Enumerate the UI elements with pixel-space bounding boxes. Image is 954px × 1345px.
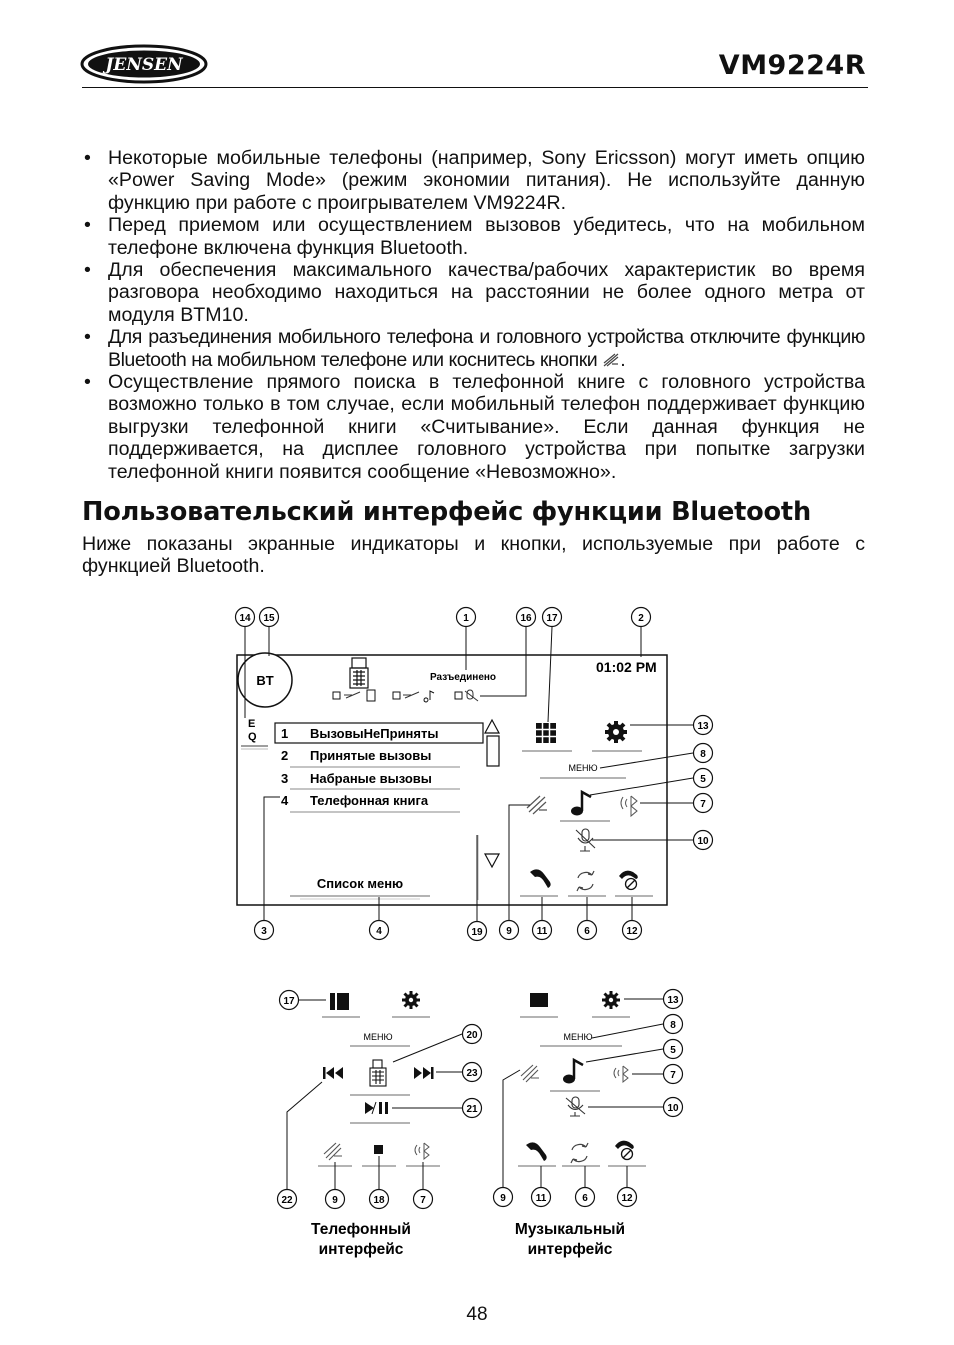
stop-icon[interactable] bbox=[374, 1145, 383, 1154]
callout-12: 12 bbox=[626, 926, 638, 937]
callout-23: 23 bbox=[466, 1068, 478, 1079]
callout-8: 8 bbox=[700, 749, 706, 760]
callout-4: 4 bbox=[376, 926, 382, 937]
list-number: 1 bbox=[281, 726, 289, 741]
callout-15: 15 bbox=[263, 613, 275, 624]
settings-gear-icon[interactable] bbox=[402, 991, 420, 1009]
music-panel-title-1: Музыкальный bbox=[514, 1221, 626, 1238]
phone-panel-title-1: Телефонный bbox=[311, 1221, 411, 1238]
callout-10: 10 bbox=[697, 836, 709, 847]
callout-11: 11 bbox=[536, 926, 548, 937]
note-text: Для обеспечения максимального качества/рабочих характеристик во время разговора необходимо находиться на расстоянии не более одного метра от модуля BTM10. bbox=[108, 259, 865, 326]
list-item-received[interactable]: Принятые вызовы bbox=[310, 748, 432, 763]
disconnect-icon[interactable] bbox=[521, 1065, 539, 1082]
callout-6: 6 bbox=[582, 1193, 588, 1204]
model-title: VM9224R bbox=[718, 50, 866, 81]
note-text: Для разъединения мобильного телефона и головного устройства отключите функцию Bluetooth на мобильном телефоне или коснитесь кнопки bbox=[108, 326, 865, 371]
note-text: Осуществление прямого поиска в телефонной книге с головного устройства возможно только в том случае, если мобильный телефон поддерживает функцию выгрузки телефонной книги «Считывание». Если данная функция не поддерживается, на дисплее головного устройства при попытке загрузки телефонной книги появится сообщение «Невозможно». bbox=[108, 371, 865, 483]
list-item-dialed[interactable]: Набраные вызовы bbox=[310, 771, 432, 786]
callout-18: 18 bbox=[373, 1195, 385, 1206]
next-track-icon[interactable] bbox=[414, 1067, 434, 1079]
callout-9: 9 bbox=[500, 1193, 506, 1204]
callout-17: 17 bbox=[283, 996, 295, 1007]
callout-16: 16 bbox=[520, 613, 532, 624]
phone-icon[interactable] bbox=[370, 1060, 386, 1086]
settings-gear-icon[interactable] bbox=[602, 991, 620, 1009]
callout-2: 2 bbox=[638, 613, 644, 624]
list-number: 2 bbox=[281, 748, 289, 763]
end-call-icon[interactable] bbox=[615, 1141, 634, 1160]
clock: 01:02 PM bbox=[596, 659, 657, 675]
scroll-thumb[interactable] bbox=[487, 736, 499, 766]
keypad-toggle-icon[interactable] bbox=[330, 993, 349, 1010]
menu-caption: МЕНЮ bbox=[363, 1032, 393, 1042]
keypad-icon[interactable] bbox=[536, 723, 556, 743]
callout-9: 9 bbox=[506, 926, 512, 937]
music-note-icon[interactable] bbox=[571, 792, 591, 816]
section-intro: Ниже показаны экранные индикаторы и кнопки, используемые при работе с функцией Bluetooth. bbox=[82, 533, 865, 578]
callout-17: 17 bbox=[546, 613, 558, 624]
bluetooth-audio-icon[interactable] bbox=[614, 1066, 628, 1082]
callout-19: 19 bbox=[471, 927, 483, 938]
list-item-missed[interactable]: ВызовыНеПриняты bbox=[310, 726, 439, 741]
end-call-icon[interactable] bbox=[619, 871, 638, 890]
phone-interface-panel bbox=[278, 991, 482, 1259]
scroll-up-icon[interactable] bbox=[485, 720, 499, 733]
microphone-mute-icon[interactable] bbox=[566, 1097, 585, 1116]
callout-13: 13 bbox=[697, 721, 709, 732]
callout-22: 22 bbox=[281, 1195, 293, 1206]
callout-6: 6 bbox=[584, 926, 590, 937]
previous-track-icon[interactable] bbox=[323, 1067, 343, 1079]
play-pause-icon[interactable] bbox=[365, 1102, 388, 1114]
eq-e: E bbox=[248, 718, 256, 730]
list-number: 4 bbox=[281, 793, 289, 808]
page-number: 48 bbox=[466, 1304, 488, 1325]
menu-list-caption: Список меню bbox=[316, 876, 404, 891]
screen-frame bbox=[237, 655, 667, 905]
menu-caption: МЕНЮ bbox=[568, 763, 598, 773]
callout-9: 9 bbox=[332, 1195, 338, 1206]
settings-gear-icon[interactable] bbox=[605, 721, 627, 743]
callout-7: 7 bbox=[700, 799, 706, 810]
bluetooth-audio-icon[interactable] bbox=[415, 1143, 429, 1159]
callout-12: 12 bbox=[621, 1193, 633, 1204]
music-note-icon[interactable] bbox=[563, 1060, 583, 1084]
callout-20: 20 bbox=[466, 1030, 478, 1041]
callout-21: 21 bbox=[466, 1104, 478, 1115]
transfer-icon[interactable] bbox=[577, 871, 594, 891]
section-heading: Пользовательский интерфейс функции Bluetooth bbox=[82, 497, 811, 527]
callout-7: 7 bbox=[670, 1070, 676, 1081]
note-text: Перед приемом или осуществлением вызовов убедитесь, что на мобильном телефоне включена функция Bluetooth. bbox=[108, 214, 865, 259]
callout-1: 1 bbox=[463, 613, 469, 624]
music-panel-title-2: интерфейс bbox=[527, 1241, 613, 1258]
callout-10: 10 bbox=[667, 1103, 679, 1114]
callout-14: 14 bbox=[239, 613, 251, 624]
phone-panel-title-2: интерфейс bbox=[318, 1241, 404, 1258]
callout-13: 13 bbox=[667, 995, 679, 1006]
list-number: 3 bbox=[281, 771, 289, 786]
answer-call-icon[interactable] bbox=[530, 869, 551, 888]
answer-call-icon[interactable] bbox=[526, 1142, 547, 1161]
bluetooth-audio-icon[interactable] bbox=[621, 796, 637, 816]
note-text-tail: . bbox=[620, 348, 626, 371]
menu-caption: МЕНЮ bbox=[563, 1032, 593, 1042]
note-text: Некоторые мобильные телефоны (например, Sony Ericsson) могут иметь опцию «Power Saving Mode» (режим экономии питания). Не используйте данную функцию при работе с проигрывателем VM9224R. bbox=[108, 147, 865, 214]
eq-q: Q bbox=[248, 731, 257, 743]
callout-8: 8 bbox=[670, 1020, 676, 1031]
scroll-down-icon[interactable] bbox=[485, 854, 499, 867]
disconnect-icon[interactable] bbox=[324, 1143, 342, 1160]
keypad-toggle-icon[interactable] bbox=[530, 993, 548, 1007]
callout-3: 3 bbox=[261, 926, 267, 937]
phone-signal-icon bbox=[350, 658, 368, 688]
music-interface-panel bbox=[494, 990, 683, 1259]
callout-5: 5 bbox=[670, 1045, 676, 1056]
callout-11: 11 bbox=[535, 1193, 547, 1204]
bt-label: BT bbox=[256, 673, 274, 688]
transfer-icon[interactable] bbox=[571, 1143, 588, 1163]
callout-5: 5 bbox=[700, 774, 706, 785]
status-indicators bbox=[333, 690, 478, 702]
connection-status: Разъединено bbox=[430, 672, 497, 683]
list-item-phonebook[interactable]: Телефонная книга bbox=[310, 793, 429, 808]
brand-text: JENSEN bbox=[105, 55, 183, 75]
callout-7: 7 bbox=[420, 1195, 426, 1206]
